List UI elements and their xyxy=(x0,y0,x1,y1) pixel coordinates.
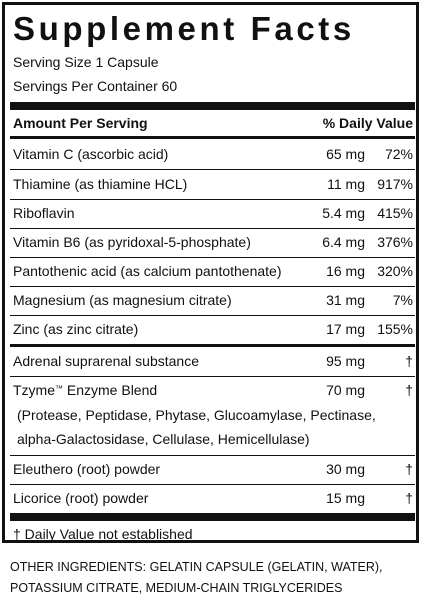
nutrient-row xyxy=(13,199,413,228)
servings-per-container: Servings Per Container 60 xyxy=(13,78,178,94)
nutrient-name: Pantothenic acid (as calcium pantothenate) xyxy=(13,263,282,279)
ingredient-row xyxy=(13,484,413,513)
blend-amount: 70 mg xyxy=(326,382,365,398)
nutrient-dv: 7% xyxy=(392,292,413,308)
nutrient-name: Zinc (as zinc citrate) xyxy=(13,321,139,337)
ingredient-amount: 15 mg xyxy=(326,490,365,506)
nutrient-row xyxy=(13,228,413,257)
other-ingredients-line1: OTHER INGREDIENTS: GELATIN CAPSULE (GELATIN, WATER), xyxy=(10,560,383,574)
ingredient-name: Adrenal suprarenal substance xyxy=(13,353,200,369)
nutrient-name: Thiamine (as thiamine HCL) xyxy=(13,176,188,192)
nutrient-dv: 917% xyxy=(377,176,413,192)
nutrient-dv: 376% xyxy=(377,234,413,250)
nutrient-row xyxy=(13,315,413,344)
amount-header: Amount Per Serving xyxy=(13,115,148,131)
blend-components-line1: (Protease, Peptidase, Phytase, Glucoamylase, Pectinase, xyxy=(17,407,376,423)
panel-title: Supplement Facts xyxy=(13,10,355,47)
dagger-mark: † xyxy=(405,353,413,369)
ingredient-amount: 30 mg xyxy=(326,461,365,477)
other-ingredients-line2: POTASSIUM CITRATE, MEDIUM-CHAIN TRIGLYCERIDES xyxy=(10,581,343,595)
other-ingredients xyxy=(10,557,430,599)
thick-rule-top xyxy=(10,102,415,110)
serving-size: Serving Size 1 Capsule xyxy=(13,54,159,70)
nutrient-name: Magnesium (as magnesium citrate) xyxy=(13,292,232,308)
ingredient-name: Eleuthero (root) powder xyxy=(13,461,161,477)
ingredient-name: Licorice (root) powder xyxy=(13,490,149,506)
nutrient-row xyxy=(13,170,413,199)
dagger-mark: † xyxy=(405,490,413,506)
nutrient-dv: 320% xyxy=(377,263,413,279)
ingredient-row xyxy=(13,347,413,376)
supplement-facts-panel xyxy=(2,2,419,543)
nutrient-name: Vitamin B6 (as pyridoxal-5-phosphate) xyxy=(13,234,251,250)
nutrient-amount: 65 mg xyxy=(326,146,365,162)
ingredient-amount: 95 mg xyxy=(326,353,365,369)
thick-rule-bottom xyxy=(10,513,415,521)
blend-name: Tzyme™ Enzyme Blend xyxy=(13,382,158,398)
nutrient-amount: 5.4 mg xyxy=(322,205,365,221)
header-rule xyxy=(10,136,415,139)
blend-row xyxy=(13,376,413,405)
ingredient-row xyxy=(13,455,413,484)
nutrient-amount: 11 mg xyxy=(327,176,365,192)
nutrient-dv: 72% xyxy=(384,146,413,162)
nutrient-amount: 31 mg xyxy=(326,292,365,308)
nutrient-amount: 6.4 mg xyxy=(322,234,365,250)
nutrient-name: Vitamin C (ascorbic acid) xyxy=(13,146,169,162)
nutrient-dv: 155% xyxy=(377,321,413,337)
blend-components-line2: alpha-Galactosidase, Cellulase, Hemicellulase) xyxy=(17,431,310,447)
nutrient-row xyxy=(13,286,413,315)
nutrient-amount: 17 mg xyxy=(326,321,365,337)
trademark-symbol: ™ xyxy=(55,384,63,393)
nutrient-dv: 415% xyxy=(377,205,413,221)
daily-value-header: % Daily Value xyxy=(322,115,413,131)
nutrient-row xyxy=(13,257,413,286)
nutrient-row xyxy=(13,140,413,169)
nutrient-amount: 16 mg xyxy=(326,263,365,279)
dagger-mark: † xyxy=(405,382,413,398)
daily-value-footnote: † Daily Value not established xyxy=(13,526,193,542)
dagger-mark: † xyxy=(405,461,413,477)
nutrient-name: Riboflavin xyxy=(13,205,75,221)
